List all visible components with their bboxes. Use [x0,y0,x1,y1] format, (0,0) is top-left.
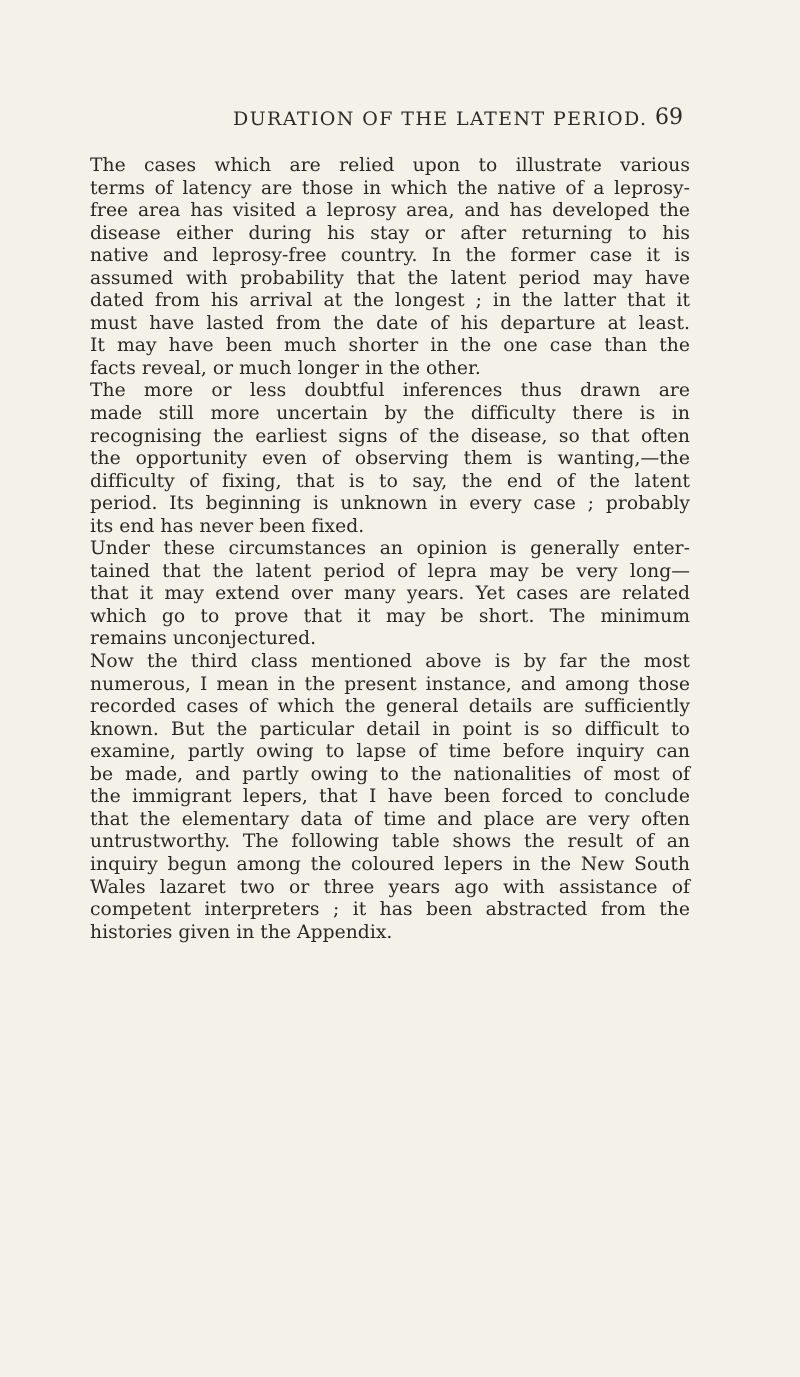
text-line: recognising the earliest signs of the disease, so that often [90,425,690,447]
text-line: numerous, I mean in the present instance, and among those [90,673,690,695]
body-text [90,155,690,944]
text-line: examine, partly owing to lapse of time before inquiry can [90,741,690,763]
text-line: must have lasted from the date of his departure at least. [90,312,690,334]
text-line: the immigrant lepers, that I have been forced to conclude [90,786,690,808]
text-line: The more or less doubtful inferences thus drawn are [90,380,690,402]
text-line: which go to prove that it may be short. The minimum [90,605,690,627]
text-line: untrustworthy. The following table shows the result of an [90,831,690,853]
text-line: period. Its beginning is unknown in every case ; probably [90,493,690,515]
text-line: dated from his arrival at the longest ; in the latter that it [90,290,690,312]
text-line: histories given in the Appendix. [90,921,393,943]
text-line: that it may extend over many years. Yet cases are related [90,583,690,605]
text-line: Wales lazaret two or three years ago with assistance of [90,876,690,898]
page-header [0,105,800,138]
text-line: tained that the latent period of lepra may be very long— [90,560,690,582]
text-line: assumed with probability that the latent period may have [90,267,690,289]
text-line: disease either during his stay or after returning to his [90,222,690,244]
text-line: Now the third class mentioned above is by far the most [90,651,690,673]
text-line: It may have been much shorter in the one case than the [90,335,690,357]
text-line: its end has never been fixed. [90,515,365,537]
text-line: competent interpreters ; it has been abstracted from the [90,899,690,921]
text-line: recorded cases of which the general details are sufficiently [90,696,690,718]
text-line: remains unconjectured. [90,628,317,650]
text-line: that the elementary data of time and place are very often [90,808,690,830]
text-line: inquiry begun among the coloured lepers in the New South [90,853,690,875]
text-line: The cases which are relied upon to illustrate various [90,155,690,176]
page-number: 69 [655,105,683,130]
text-line: native and leprosy-free country. In the former case it is [90,245,690,267]
text-line: difficulty of fixing, that is to say, the end of the latent [90,470,690,492]
text-line: the opportunity even of observing them is wanting,—the [90,448,690,470]
text-line: free area has visited a leprosy area, and has developed the [90,200,690,222]
text-line: Under these circumstances an opinion is generally enter- [90,538,690,560]
text-line: made still more uncertain by the difficulty there is in [90,403,690,425]
text-line: be made, and partly owing to the nationalities of most of [90,763,690,785]
text-line: known. But the particular detail in point is so difficult to [90,718,690,740]
running-head: DURATION OF THE LATENT PERIOD. [233,108,648,130]
text-line: facts reveal, or much longer in the other. [90,357,481,379]
text-line: terms of latency are those in which the native of a leprosy- [90,177,690,199]
